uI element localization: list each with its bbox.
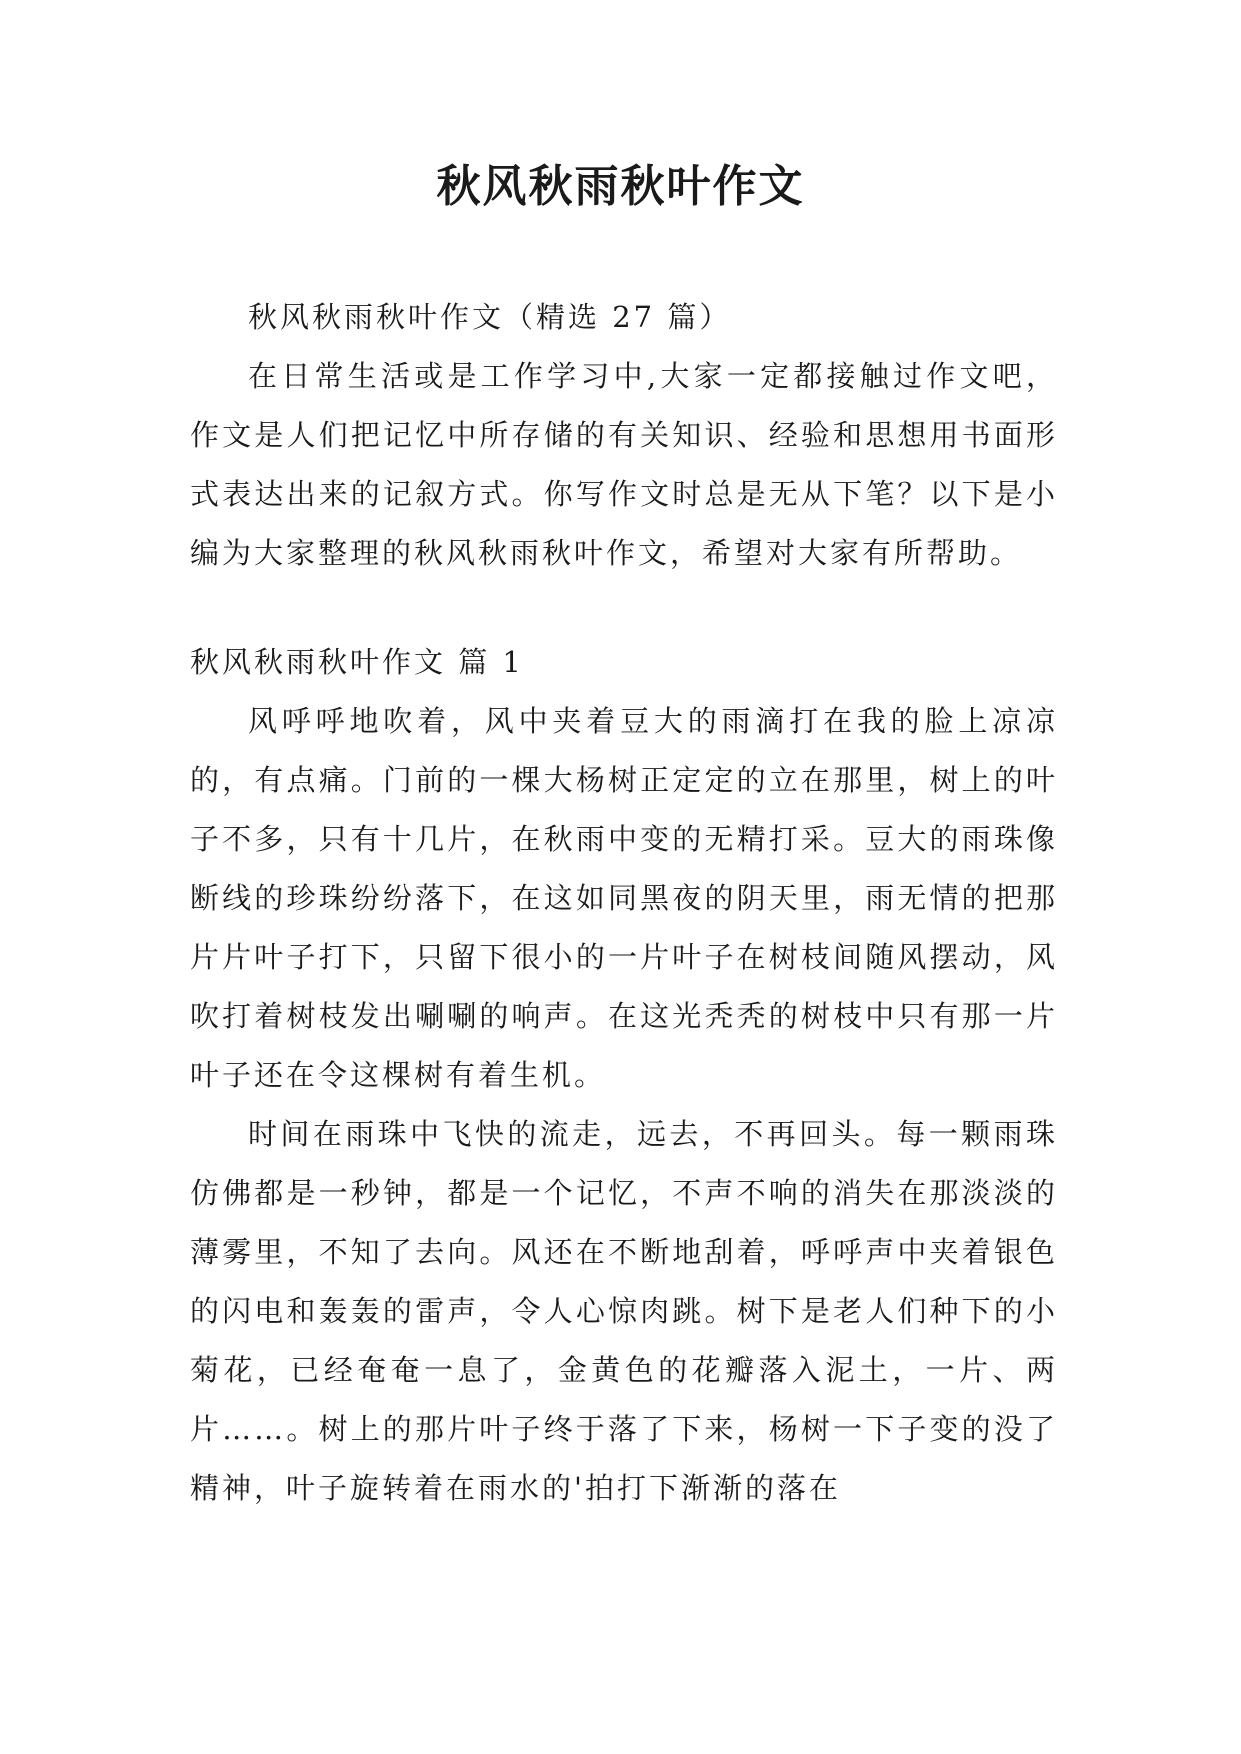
document-subtitle: 秋风秋雨秋叶作文（精选 27 篇） — [248, 300, 732, 334]
intro-paragraph: 在日常生活或是工作学习中,大家一定都接触过作文吧，作文是人们把记忆中所存储的有关知识、经验和思想用书面形式表达出来的记叙方式。你写作文时总是无从下笔？以下是小编为大家整理的秋风秋雨秋叶作文，希望对大家有所帮助。 — [190, 359, 1058, 570]
body-paragraph: 时间在雨珠中飞快的流走，远去，不再回头。每一颗雨珠仿佛都是一秒钟，都是一个记忆，不声不响的消失在那淡淡的薄雾里，不知了去向。风还在不断地刮着，呼呼声中夹着银色的闪电和轰轰的雷声，令人心惊肉跳。树下是老人们种下的小菊花，已经奄奄一息了，金黄色的花瓣落入泥土，一片、两片……。树上的那片叶子终于落了下来，杨树一下子变的没了精神，叶子旋转着在雨水的'拍打下渐渐的落在 — [190, 1117, 1058, 1505]
document-title: 秋风秋雨秋叶作文 — [436, 161, 805, 212]
document-body — [190, 288, 1058, 1518]
section-heading: 秋风秋雨秋叶作文 篇 1 — [190, 645, 524, 679]
body-paragraph: 风呼呼地吹着，风中夹着豆大的雨滴打在我的脸上凉凉的，有点痛。门前的一棵大杨树正定定的立在那里，树上的叶子不多，只有十几片，在秋雨中变的无精打采。豆大的雨珠像断线的珍珠纷纷落下，在这如同黑夜的阴天里，雨无情的把那片片叶子打下，只留下很小的一片叶子在树枝间随风摆动，风吹打着树枝发出唰唰的响声。在这光秃秃的树枝中只有那一片叶子还在令这棵树有着生机。 — [190, 704, 1058, 1092]
